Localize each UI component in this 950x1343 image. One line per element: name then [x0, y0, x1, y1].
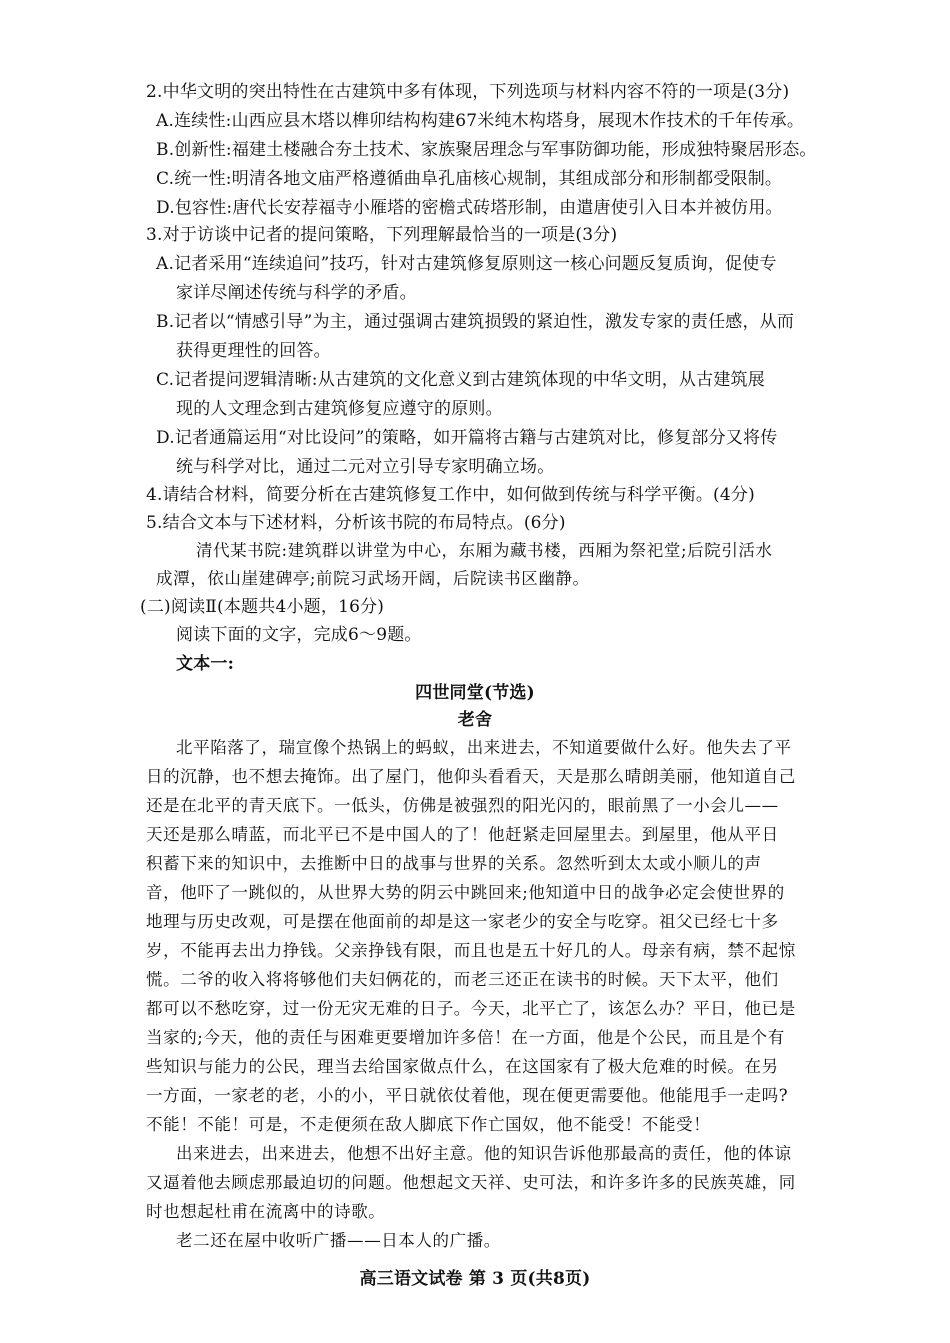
passage-line: 又逼着他去顾虑那最迫切的问题。他想起文天祥、史可法，和许多许多的民族英雄，同: [146, 1173, 796, 1192]
q3-option-d-line1: D.记者通篇运用“对比设问”的策略，如开篇将古籍与古建筑对比，修复部分又将传: [156, 428, 778, 448]
passage-line: 出来进去，出来进去，他想不出好主意。他的知识告诉他那最高的责任，他的体谅: [176, 1144, 792, 1163]
q5-material-line1: 清代某书院:建筑群以讲堂为中心，东厢为藏书楼，西厢为祭祀堂;后院引活水: [196, 541, 773, 560]
passage-title: 四世同堂(节选): [415, 683, 535, 703]
q5-material-line2: 成潭，依山崖建碑亭;前院习武场开阔，后院读书区幽静。: [156, 569, 590, 588]
passage-author: 老舍: [457, 710, 493, 730]
passage-line: 音，他吓了一跳似的，从世界大势的阴云中跳回来;他知道中日的战争必定会使世界的: [146, 883, 785, 902]
q3-stem: 3.对于访谈中记者的提问策略，下列理解最恰当的一项是(3分): [146, 225, 618, 245]
passage-line: 老二还在屋中收听广播——日本人的广播。: [176, 1231, 501, 1250]
q2-option-d: D.包容性:唐代长安荐福寺小雁塔的密檐式砖塔形制，由遣唐使引入日本并被仿用。: [156, 198, 783, 218]
q5-stem: 5.结合文本与下述材料，分析该书院的布局特点。(6分): [146, 513, 566, 533]
passage-line: 地理与历史改观，可是摆在他面前的却是这一家老少的安全与吃穿。祖父已经七十多: [146, 912, 779, 931]
passage-line: 天还是那么晴蓝，而北平已不是中国人的了！他赶紧走回屋里去。到屋里，他从平日: [146, 825, 779, 844]
q2-option-a: A.连续性:山西应县木塔以榫卯结构构建67米纯木构塔身，展现木作技术的千年传承。: [156, 111, 805, 131]
passage-line: 时也想起杜甫在流离中的诗歌。: [146, 1202, 386, 1221]
passage-line: 不能！不能！可是，不走便须在敌人脚底下作亡国奴，他不能受！不能受！: [146, 1115, 711, 1134]
passage-line: 岁，不能再去出力挣钱。父亲挣钱有限，而且也是五十好几的人。母亲有病，禁不起惊: [146, 941, 796, 960]
q2-stem: 2.中华文明的突出特性在古建筑中多有体现，下列选项与材料内容不符的一项是(3分): [146, 82, 790, 102]
q3-option-c-line2: 现的人文理念到古建筑修复应遵守的原则。: [176, 399, 503, 419]
passage-line: 北平陷落了，瑞宣像个热锅上的蚂蚁，出来进去，不知道要做什么好。他失去了平: [176, 738, 792, 757]
passage-line: 些知识与能力的公民，理当去给国家做点什么，在这国家有了极大危难的时候。在另: [146, 1057, 779, 1076]
passage-line: 当家的;今天，他的责任与困难更要增加许多倍！在一方面，他是个公民，而且是个有: [146, 1028, 785, 1047]
passage-line: 慌。二爷的收入将将够他们夫妇俩花的，而老三还正在读书的时候。天下太平，他们: [146, 970, 779, 989]
q2-option-b: B.创新性:福建土楼融合夯土技术、家族聚居理念与军事防御功能，形成独特聚居形态。: [156, 140, 817, 160]
q4-stem: 4.请结合材料，简要分析在古建筑修复工作中，如何做到传统与科学平衡。(4分): [146, 485, 755, 505]
passage-line: 日的沉静，也不想去掩饰。出了屋门，他仰头看看天，天是那么晴朗美丽，他知道自己: [146, 767, 796, 786]
passage-line: 一方面，一家老的老，小的小，平日就依仗着他，现在便更需要他。他能甩手一走吗?: [146, 1086, 789, 1105]
section-instruction: 阅读下面的文字，完成6～9题。: [176, 625, 422, 645]
passage-line: 都可以不愁吃穿，过一份无灾无难的日子。今天，北平亡了，该怎么办？平日，他已是: [146, 999, 796, 1018]
page-footer: 高三语文试卷 第 3 页(共8页): [359, 1269, 591, 1289]
passage-line: 还是在北平的青天底下。一低头，仿佛是被强烈的阳光闪的，眼前黑了一小会儿——: [146, 796, 779, 815]
q2-option-c: C.统一性:明清各地文庙严格遵循曲阜孔庙核心规制，其组成部分和形制都受限制。: [156, 169, 783, 189]
text-one-label: 文本一:: [176, 654, 235, 674]
q3-option-d-line2: 统与科学对比，通过二元对立引导专家明确立场。: [176, 457, 555, 477]
q3-option-a-line1: A.记者采用“连续追问”技巧，针对古建筑修复原则这一核心问题反复质询，促使专: [156, 254, 777, 274]
q3-option-b-line1: B.记者以“情感引导”为主，通过强调古建筑损毁的紧迫性，激发专家的责任感，从而: [156, 312, 795, 332]
section-heading: (二)阅读Ⅱ(本题共4小题，16分): [140, 597, 385, 617]
passage-line: 积蓄下来的知识中，去推断中日的战事与世界的关系。忽然听到太太或小顺儿的声: [146, 854, 762, 873]
q3-option-b-line2: 获得更理性的回答。: [176, 341, 331, 361]
q3-option-a-line2: 家详尽阐述传统与科学的矛盾。: [176, 283, 417, 303]
q3-option-c-line1: C.记者提问逻辑清晰:从古建筑的文化意义到古建筑体现的中华文明，从古建筑展: [156, 370, 765, 390]
